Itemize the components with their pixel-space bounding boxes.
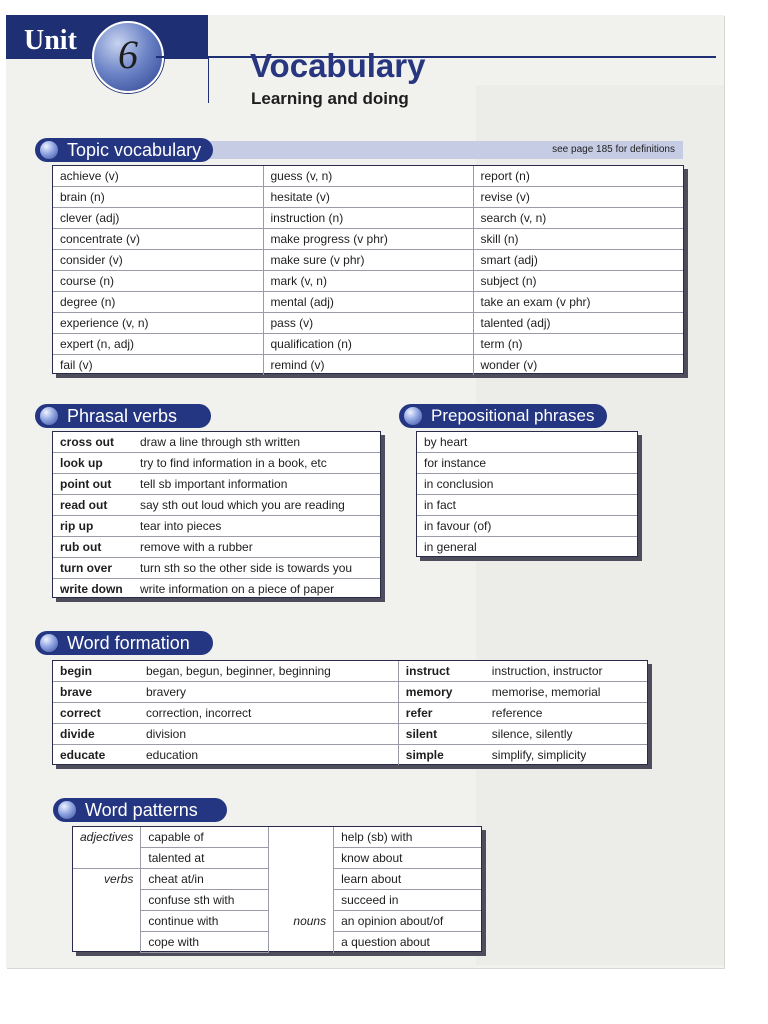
vocab-word: wonder (v) bbox=[480, 358, 538, 372]
vocab-word: course (n) bbox=[53, 271, 263, 292]
phrasal-verb-row bbox=[53, 453, 380, 474]
vocab-row bbox=[53, 355, 683, 376]
page-title: Vocabulary bbox=[250, 47, 426, 84]
phrasal-verb-meaning: draw a line through sth written bbox=[133, 432, 380, 453]
vocab-row bbox=[53, 187, 683, 208]
vocab-word: mental (adj) bbox=[263, 292, 473, 313]
derived-forms: education bbox=[139, 745, 398, 766]
pattern-phrase: learn about bbox=[334, 869, 481, 890]
base-word: silent bbox=[398, 724, 485, 745]
vocab-row bbox=[53, 208, 683, 229]
prepositional-phrase-row bbox=[417, 474, 637, 495]
derived-forms: bravery bbox=[139, 682, 398, 703]
vocab-word: subject (n) bbox=[473, 271, 683, 292]
vocab-word: make progress (v phr) bbox=[263, 229, 473, 250]
phrasal-verb: read out bbox=[53, 495, 133, 516]
word-pattern-row bbox=[73, 848, 481, 869]
vocab-word: experience (v, n) bbox=[53, 313, 263, 334]
derived-forms: division bbox=[139, 724, 398, 745]
prepositional-phrase: for instance bbox=[417, 453, 637, 474]
pattern-phrase: talented at bbox=[141, 848, 269, 869]
pattern-phrase: confuse sth with bbox=[141, 890, 269, 911]
word-formation-row bbox=[53, 724, 647, 745]
pattern-phrase: know about bbox=[334, 848, 481, 869]
derived-forms: silence, silently bbox=[485, 724, 647, 745]
derived-forms: began, begun, beginner, beginning bbox=[139, 661, 398, 682]
prepositional-phrase-row bbox=[417, 516, 637, 537]
prep-grid bbox=[417, 432, 637, 557]
word-patterns-heading: Word patterns bbox=[53, 798, 227, 822]
word-pattern-row bbox=[73, 827, 481, 848]
vocab-row bbox=[53, 334, 683, 355]
vocab-word: instruction (n) bbox=[263, 208, 473, 229]
base-word: begin bbox=[53, 661, 139, 682]
phrasal-verb-meaning: write information on a piece of paper bbox=[140, 582, 335, 596]
word-patterns-grid bbox=[73, 827, 481, 953]
pattern-phrase: an opinion about/of bbox=[334, 911, 481, 932]
prepositional-phrase-row bbox=[417, 453, 637, 474]
pattern-category: verbs bbox=[73, 869, 141, 890]
pattern-category bbox=[269, 869, 334, 890]
phrasal-verb-row bbox=[53, 516, 380, 537]
phrasal-verb-row bbox=[53, 474, 380, 495]
vocab-word: skill (n) bbox=[473, 229, 683, 250]
pattern-phrase: a question about bbox=[341, 935, 430, 950]
word-pattern-row bbox=[73, 890, 481, 911]
phrasal-verb-meaning: say sth out loud which you are reading bbox=[133, 495, 380, 516]
prepositional-phrase: in conclusion bbox=[417, 474, 637, 495]
bullet-icon bbox=[40, 407, 58, 425]
topic-vocabulary-table bbox=[52, 165, 684, 374]
pattern-category: adjectives bbox=[73, 827, 141, 848]
prepositional-phrase: by heart bbox=[417, 432, 637, 453]
header-rule bbox=[156, 56, 716, 58]
phrasal-verb: point out bbox=[53, 474, 133, 495]
vocab-word: smart (adj) bbox=[473, 250, 683, 271]
phrasal-verb-meaning: tear into pieces bbox=[133, 516, 380, 537]
vocab-word: mark (v, n) bbox=[263, 271, 473, 292]
header-divider bbox=[208, 57, 209, 103]
word-formation-row bbox=[53, 703, 647, 724]
pattern-category bbox=[73, 911, 141, 932]
phrasal-verb-row bbox=[53, 432, 380, 453]
phrasal-verb-row bbox=[53, 537, 380, 558]
base-word: divide bbox=[53, 724, 139, 745]
pattern-phrase: cheat at/in bbox=[141, 869, 269, 890]
vocab-word: fail (v) bbox=[53, 355, 263, 376]
pattern-category bbox=[73, 890, 141, 911]
definitions-note: see page 185 for definitions bbox=[552, 144, 675, 155]
vocab-word: make sure (v phr) bbox=[263, 250, 473, 271]
bullet-icon bbox=[404, 407, 422, 425]
pattern-category bbox=[269, 890, 334, 911]
phrasal-verb: write down bbox=[60, 582, 123, 596]
prepositional-phrases-heading: Prepositional phrases bbox=[399, 404, 607, 428]
phrasal-verb: cross out bbox=[53, 432, 133, 453]
pattern-category bbox=[269, 827, 334, 848]
phrasal-verb-meaning: try to find information in a book, etc bbox=[133, 453, 380, 474]
vocab-row bbox=[53, 229, 683, 250]
vocab-word: talented (adj) bbox=[473, 313, 683, 334]
word-formation-row bbox=[53, 661, 647, 682]
word-patterns-table bbox=[72, 826, 482, 952]
phrasal-verb-meaning: remove with a rubber bbox=[133, 537, 380, 558]
phrasal-verb-meaning: turn sth so the other side is towards you bbox=[133, 558, 380, 579]
topic-vocabulary-heading: Topic vocabulary bbox=[35, 138, 213, 162]
unit-number: 6 bbox=[118, 32, 138, 77]
vocab-row bbox=[53, 250, 683, 271]
word-formation-row bbox=[53, 682, 647, 703]
derived-forms: correction, incorrect bbox=[139, 703, 398, 724]
word-formation-row bbox=[53, 745, 647, 766]
phrasal-verbs-heading: Phrasal verbs bbox=[35, 404, 211, 428]
phrasal-verb-row bbox=[53, 558, 380, 579]
word-formation-table bbox=[52, 660, 648, 765]
bullet-icon bbox=[40, 634, 58, 652]
pattern-category bbox=[269, 848, 334, 869]
base-word: brave bbox=[53, 682, 139, 703]
pattern-phrase: succeed in bbox=[334, 890, 481, 911]
derived-forms: reference bbox=[485, 703, 647, 724]
vocab-row bbox=[53, 166, 683, 187]
derived-forms: instruction, instructor bbox=[485, 661, 647, 682]
vocab-row bbox=[53, 271, 683, 292]
vocab-word: term (n) bbox=[473, 334, 683, 355]
phrasal-verb: turn over bbox=[53, 558, 133, 579]
vocab-row bbox=[53, 313, 683, 334]
phrasal-verb: rub out bbox=[53, 537, 133, 558]
bullet-icon bbox=[58, 801, 76, 819]
bullet-icon bbox=[40, 141, 58, 159]
vocab-word: achieve (v) bbox=[53, 166, 263, 187]
vocab-word: take an exam (v phr) bbox=[473, 292, 683, 313]
vocab-word: guess (v, n) bbox=[263, 166, 473, 187]
pattern-category: nouns bbox=[269, 911, 334, 932]
phrasal-grid bbox=[53, 432, 380, 599]
base-word: instruct bbox=[398, 661, 485, 682]
word-pattern-row bbox=[73, 869, 481, 890]
prepositional-phrase-row bbox=[417, 495, 637, 516]
vocab-grid bbox=[53, 166, 683, 375]
word-pattern-row bbox=[73, 932, 481, 953]
prepositional-phrase: in fact bbox=[417, 495, 637, 516]
pattern-phrase: cope with bbox=[141, 932, 269, 953]
vocab-word: hesitate (v) bbox=[263, 187, 473, 208]
vocab-word: search (v, n) bbox=[473, 208, 683, 229]
phrasal-verb-meaning: tell sb important information bbox=[133, 474, 380, 495]
vocab-word: degree (n) bbox=[53, 292, 263, 313]
prepositional-phrase-row bbox=[417, 537, 637, 558]
vocab-word: report (n) bbox=[473, 166, 683, 187]
prepositional-phrase-row bbox=[417, 432, 637, 453]
vocab-word: brain (n) bbox=[53, 187, 263, 208]
phrasal-verb-row bbox=[53, 579, 380, 600]
vocab-word: concentrate (v) bbox=[53, 229, 263, 250]
phrasal-verbs-table bbox=[52, 431, 381, 598]
word-pattern-row bbox=[73, 911, 481, 932]
prepositional-phrase: in general bbox=[424, 540, 477, 554]
vocab-row bbox=[53, 292, 683, 313]
page-subtitle: Learning and doing bbox=[251, 89, 409, 108]
vocab-word: expert (n, adj) bbox=[53, 334, 263, 355]
vocab-word: clever (adj) bbox=[53, 208, 263, 229]
word-formation-grid bbox=[53, 661, 647, 765]
derived-forms: memorise, memorial bbox=[485, 682, 647, 703]
phrasal-verb: rip up bbox=[53, 516, 133, 537]
vocab-word: remind (v) bbox=[263, 355, 473, 376]
base-word: refer bbox=[398, 703, 485, 724]
pattern-phrase: capable of bbox=[141, 827, 269, 848]
workbook-page bbox=[6, 15, 724, 968]
unit-label: Unit bbox=[24, 25, 77, 56]
base-word: simple bbox=[405, 748, 444, 762]
pattern-phrase: help (sb) with bbox=[334, 827, 481, 848]
pattern-category bbox=[73, 932, 141, 953]
definitions-strip bbox=[201, 141, 683, 159]
vocab-word: consider (v) bbox=[53, 250, 263, 271]
base-word: educate bbox=[60, 748, 106, 762]
derived-forms: simplify, simplicity bbox=[491, 748, 587, 762]
base-word: memory bbox=[398, 682, 485, 703]
pattern-phrase: continue with bbox=[141, 911, 269, 932]
prepositional-phrase: in favour (of) bbox=[417, 516, 637, 537]
vocab-word: qualification (n) bbox=[263, 334, 473, 355]
word-formation-heading: Word formation bbox=[35, 631, 213, 655]
unit-number-badge bbox=[92, 21, 164, 93]
base-word: correct bbox=[53, 703, 139, 724]
phrasal-verb: look up bbox=[53, 453, 133, 474]
vocab-word: pass (v) bbox=[263, 313, 473, 334]
phrasal-verb-row bbox=[53, 495, 380, 516]
pattern-category bbox=[73, 848, 141, 869]
vocab-word: revise (v) bbox=[473, 187, 683, 208]
prepositional-phrases-table bbox=[416, 431, 638, 557]
pattern-category bbox=[269, 932, 334, 953]
